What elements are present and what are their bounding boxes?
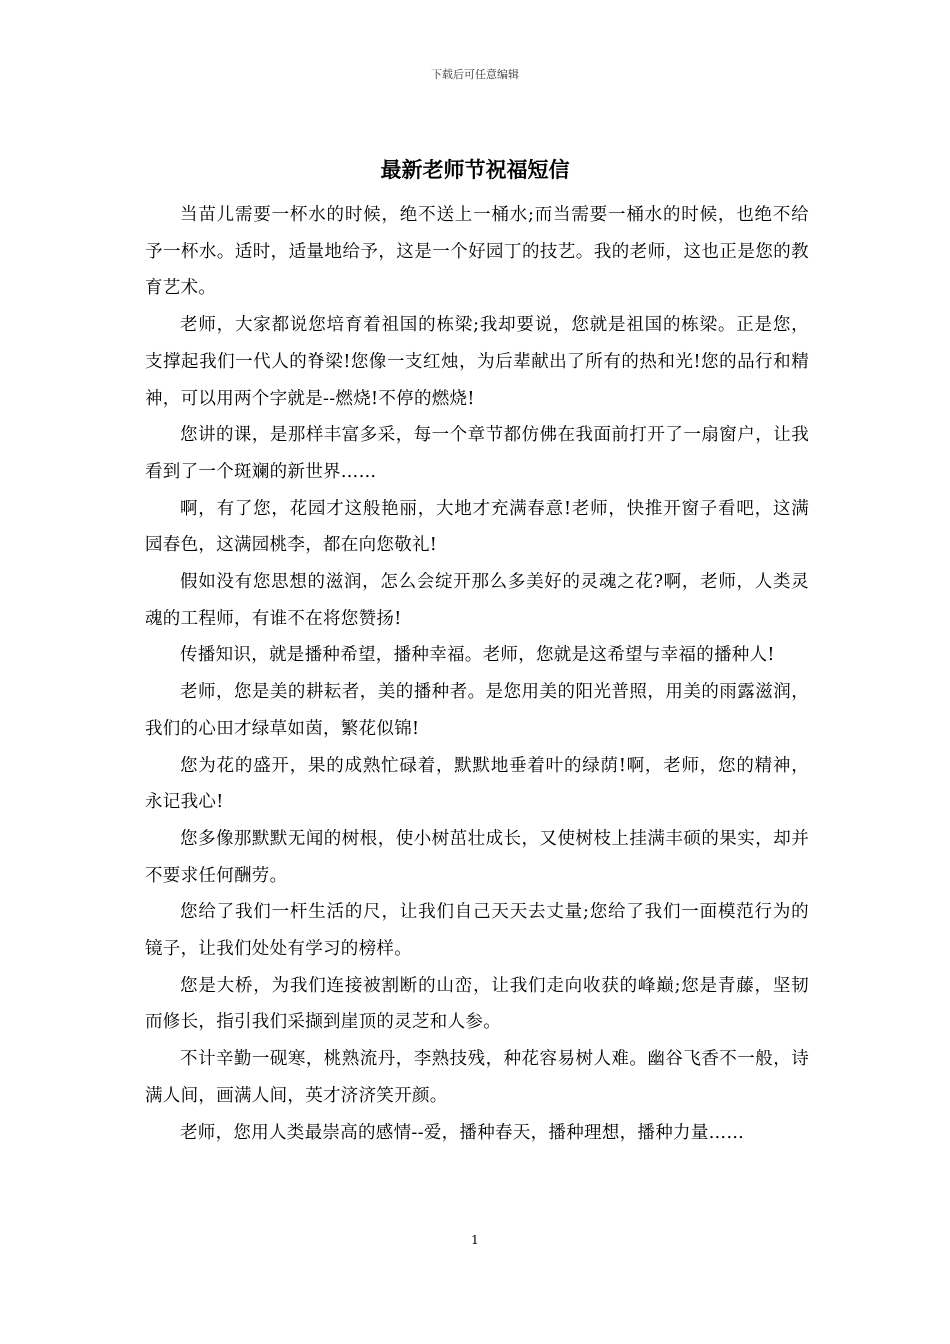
paragraph: 老师，大家都说您培育着祖国的栋梁;我却要说，您就是祖国的栋梁。正是您，支撑起我们一代人的脊梁!您像一支红烛，为后辈献出了所有的热和光!您的品行和精神，可以用两个字就是--燃烧!不停的燃烧! [145,315,809,409]
paragraph: 啊，有了您，花园才这般艳丽，大地才充满春意!老师，快推开窗子看吧，这满园春色，这满园桃李，都在向您敬礼! [145,498,809,556]
page-number: 1 [471,1233,479,1247]
paragraph: 您讲的课，是那样丰富多采，每一个章节都仿佛在我面前打开了一扇窗户，让我看到了一个斑斓的新世界…… [145,425,809,482]
paragraph: 老师，您用人类最崇高的感情--爱，播种春天，播种理想，播种力量…… [180,1122,745,1143]
paragraph: 您多像那默默无闻的树根，使小树茁壮成长，又使树枝上挂满丰硕的果实，却并不要求任何酬劳。 [145,828,809,886]
document-title: 最新老师节祝福短信 [380,157,570,182]
paragraph: 不计辛勤一砚寒，桃熟流丹，李熟技残，种花容易树人难。幽谷飞香不一般，诗满人间，画满人间，英才济济笑开颜。 [145,1049,809,1106]
paragraph: 您是大桥，为我们连接被割断的山峦，让我们走向收获的峰巅;您是青藤，坚韧而修长，指引我们采撷到崖顶的灵芝和人参。 [145,975,809,1033]
paragraph: 您给了我们一杆生活的尺，让我们自己天天去丈量;您给了我们一面模范行为的镜子，让我们处处有学习的榜样。 [145,902,809,960]
page-header-note: 下载后可任意编辑 [431,68,519,81]
document-body [145,197,809,1151]
paragraph: 当苗儿需要一杯水的时候，绝不送上一桶水;而当需要一桶水的时候，也绝不给予一杯水。适时，适量地给予，这是一个好园丁的技艺。我的老师，这也正是您的教育艺术。 [145,205,809,299]
paragraph: 老师，您是美的耕耘者，美的播种者。是您用美的阳光普照，用美的雨露滋润，我们的心田才绿草如茵，繁花似锦! [145,682,809,739]
paragraph: 传播知识，就是播种希望，播种幸福。老师，您就是这希望与幸福的播种人! [180,645,775,666]
paragraph: 您为花的盛开，果的成熟忙碌着，默默地垂着叶的绿荫!啊，老师，您的精神，永记我心! [145,755,809,813]
paragraph: 假如没有您思想的滋润，怎么会绽开那么多美好的灵魂之花?啊，老师，人类灵魂的工程师，有谁不在将您赞扬! [145,572,809,629]
